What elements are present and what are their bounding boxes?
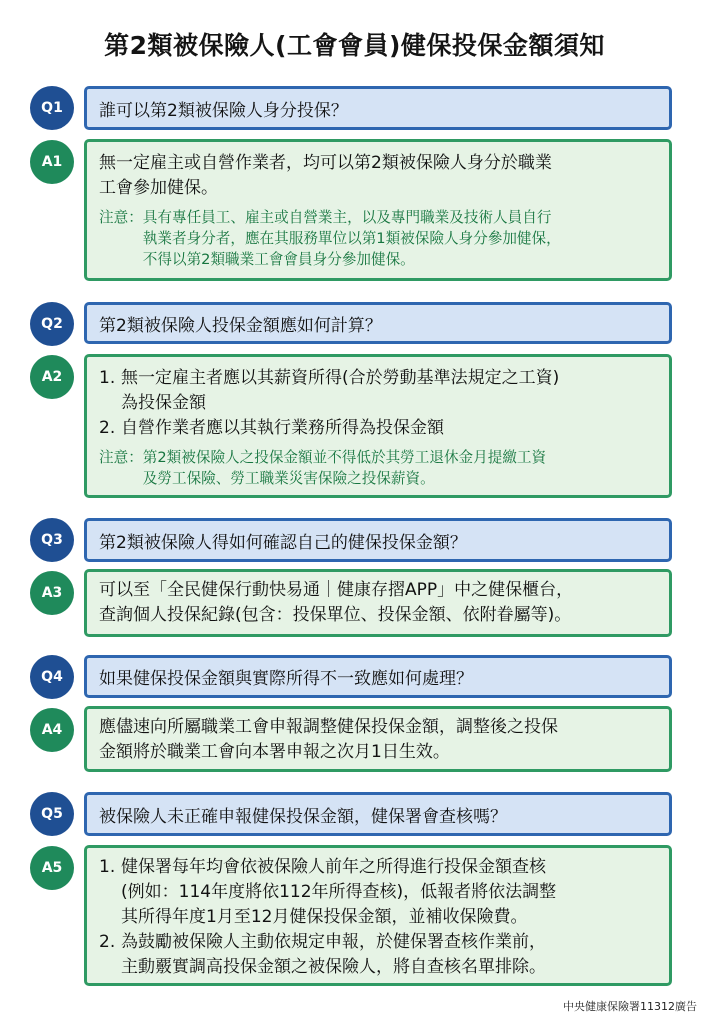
a5-item-line: 主動覈實調高投保金額之被保險人，將自查核名單排除。 [121, 957, 546, 977]
a1-answer-text [99, 151, 657, 201]
note-label: 注意： [99, 449, 143, 466]
a2-answer-box [84, 354, 672, 498]
a2-note [99, 447, 657, 489]
q3-question-box [84, 518, 672, 562]
a1-note-line: 執業者身分者，應在其服務單位以第1類被保險人身分參加健保， [142, 230, 561, 247]
a3-line: 查詢個人投保紀錄(包含：投保單位、投保金額、依附眷屬等)。 [99, 605, 572, 625]
a1-line: 無一定雇主或自營作業者，均可以第2類被保險人身分於職業 [99, 153, 552, 173]
q1-question-text: 誰可以第2類被保險人身分投保？ [99, 100, 348, 121]
footer-credit: 中央健康保險署11312廣告 [563, 1000, 697, 1013]
a4-line: 金額將於職業工會向本署申報之次月1日生效。 [99, 742, 450, 762]
a3-line: 可以至「全民健保行動快易通｜健康存摺APP」中之健保櫃台， [99, 580, 574, 600]
a4-line: 應儘速向所屬職業工會申報調整健保投保金額，調整後之投保 [99, 717, 558, 737]
a4-badge: A4 [30, 708, 74, 752]
a1-line: 工會參加健保。 [99, 178, 218, 198]
a3-badge: A3 [30, 571, 74, 615]
q1-question-box [84, 86, 672, 130]
a2-item-line: 為投保金額 [121, 393, 206, 413]
q5-badge: Q5 [30, 792, 74, 836]
q5-question-box [84, 792, 672, 836]
q4-badge: Q4 [30, 655, 74, 699]
note-label: 注意： [99, 209, 143, 226]
a2-item-2 [99, 416, 657, 441]
a5-item-2 [99, 930, 657, 980]
a5-answer-box [84, 845, 672, 986]
a1-note [99, 207, 657, 270]
a5-item-line: 健保署每年均會依被保險人前年之所得進行投保金額查核 [121, 857, 546, 877]
a2-note-line: 第2類被保險人之投保金額並不得低於其勞工退休金月提繳工資 [142, 449, 547, 466]
q4-question-box [84, 655, 672, 698]
a1-badge: A1 [30, 140, 74, 184]
q2-question-text: 第2類被保險人投保金額應如何計算？ [99, 315, 382, 336]
q4-question-text: 如果健保投保金額與實際所得不一致應如何處理？ [99, 669, 473, 689]
a4-answer-box [84, 706, 672, 772]
a1-answer-box [84, 139, 672, 281]
a2-item-1 [99, 366, 657, 416]
item-number: 2. [99, 418, 116, 438]
a1-note-line: 不得以第2類職業工會會員身分參加健保。 [142, 251, 415, 268]
a2-item-line: 自營作業者應以其執行業務所得為投保金額 [121, 418, 444, 438]
a5-item-line: 為鼓勵被保險人主動依規定申報，於健保署查核作業前， [121, 932, 546, 952]
a1-note-line: 具有專任員工、雇主或自營業主，以及專門職業及技術人員自行 [142, 209, 552, 226]
a5-badge: A5 [30, 846, 74, 890]
a2-note-line: 及勞工保險、勞工職業災害保險之投保薪資。 [142, 470, 435, 487]
a3-answer-text [99, 578, 657, 628]
a2-item-line: 無一定雇主者應以其薪資所得(合於勞動基準法規定之工資) [121, 368, 560, 388]
a5-item-line: 其所得年度1月至12月健保投保金額，並補收保險費。 [121, 907, 528, 927]
q2-badge: Q2 [30, 302, 74, 346]
q3-badge: Q3 [30, 518, 74, 562]
item-number: 1. [99, 857, 116, 877]
q2-question-box [84, 302, 672, 344]
a3-answer-box [84, 569, 672, 637]
item-number: 2. [99, 932, 116, 952]
a5-item-line: (例如：114年度將依112年所得查核)，低報者將依法調整 [121, 882, 557, 902]
q3-question-text: 第2類被保險人得如何確認自己的健保投保金額？ [99, 532, 467, 553]
page-title: 第2類被保險人(工會會員)健保投保金額須知 [104, 31, 605, 60]
a5-item-1 [99, 855, 657, 930]
a2-badge: A2 [30, 355, 74, 399]
q1-badge: Q1 [30, 86, 74, 130]
a4-answer-text [99, 715, 657, 765]
q5-question-text: 被保險人未正確申報健保投保金額，健保署會查核嗎？ [99, 806, 507, 827]
item-number: 1. [99, 368, 116, 388]
